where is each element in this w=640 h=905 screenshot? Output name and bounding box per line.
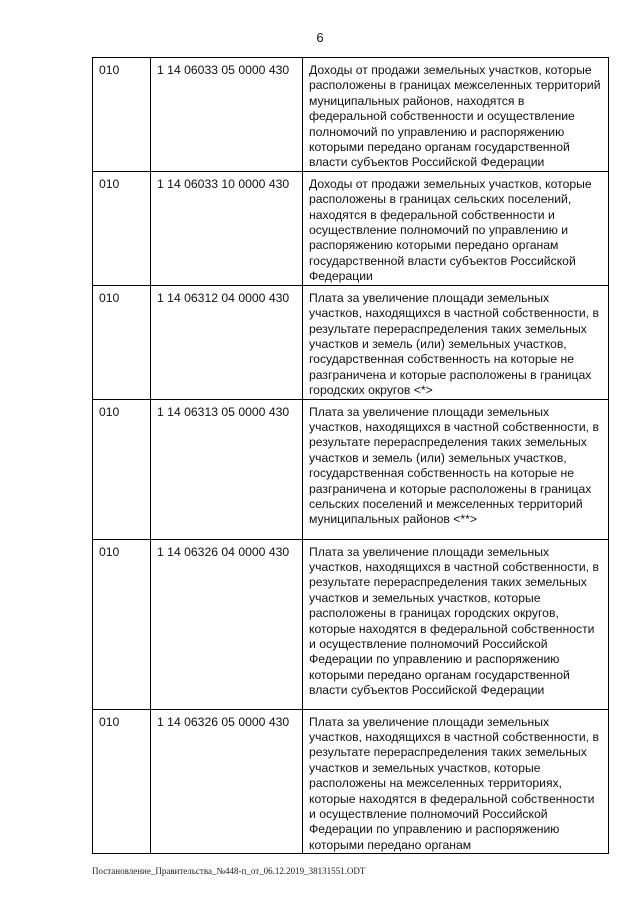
revenue-name-cell: Плата за увеличение площади земельных участков, находящихся в частной собственности, в результате перераспределения таких земельных участков и земельных участков, которые расположены в границах городских округов, которые находятся в федеральной собственности и осуществление полномочий Российской Федерации по управлению и распоряжению которыми передано органам государственной власти субъектов Российской Федерации [303,539,609,709]
revenue-code-cell: 1 14 06313 05 0000 430 [151,399,303,539]
revenue-codes-table [92,57,609,854]
admin-code-cell: 010 [93,709,151,854]
admin-code-cell: 010 [93,399,151,539]
revenue-code-cell: 1 14 06033 05 0000 430 [151,58,303,172]
revenue-code-cell: 1 14 06033 10 0000 430 [151,171,303,285]
admin-code-cell: 010 [93,171,151,285]
table-row [93,539,609,709]
admin-code-cell: 010 [93,285,151,399]
admin-code-cell: 010 [93,539,151,709]
admin-code-cell: 010 [93,58,151,172]
revenue-code-cell: 1 14 06326 05 0000 430 [151,709,303,854]
revenue-name-cell: Доходы от продажи земельных участков, которые расположены в границах межселенных территорий муниципальных районов, находятся в федеральной собственности и осуществление полномочий по управлению и распоряжению которыми передано органам государственной власти субъектов Российской Федерации [303,58,609,172]
revenue-name-cell: Плата за увеличение площади земельных участков, находящихся в частной собственности, в результате перераспределения таких земельных участков и земель (или) земельных участков, государственная собственность на которые не разграничена и которые расположены в границах городских округов <*> [303,285,609,399]
revenue-code-cell: 1 14 06326 04 0000 430 [151,539,303,709]
revenue-code-cell: 1 14 06312 04 0000 430 [151,285,303,399]
table-row [93,285,609,399]
table-row [93,58,609,172]
revenue-name-cell: Доходы от продажи земельных участков, которые расположены в границах сельских поселений, находятся в федеральной собственности и осуществление полномочий по управлению и распоряжению которыми передано органам государственной власти субъектов Российской Федерации [303,171,609,285]
document-footer: Постановление_Правительства_№448-п_от_06.12.2019_38131551.ODT [92,866,366,876]
page-number: 6 [316,30,324,45]
table-row [93,171,609,285]
revenue-name-cell: Плата за увеличение площади земельных участков, находящихся в частной собственности, в результате перераспределения таких земельных участков и земельных участков, которые расположены на межселенных территориях, которые находятся в федеральной собственности и осуществление полномочий Российской Федерации по управлению и распоряжению которыми передано органам [303,709,609,854]
table-row [93,709,609,854]
revenue-name-cell: Плата за увеличение площади земельных участков, находящихся в частной собственности, в результате перераспределения таких земельных участков и земель (или) земельных участков, государственная собственность на которые не разграничена и которые расположены в границах сельских поселений и межселенных территорий муниципальных районов <**> [303,399,609,539]
table-row [93,399,609,539]
